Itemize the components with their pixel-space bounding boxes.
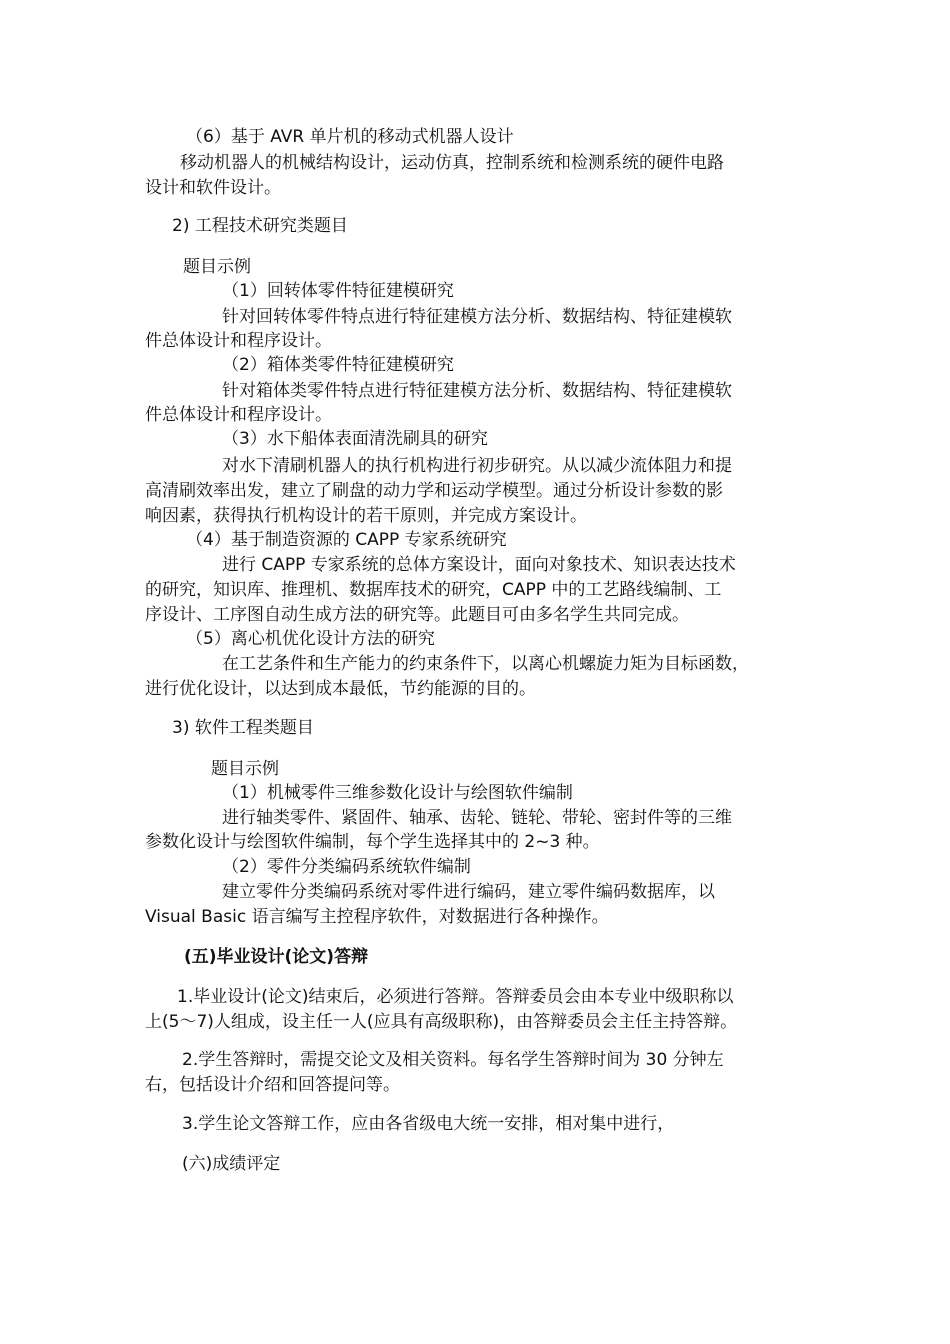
paragraph-line: 2.学生答辩时，需提交论文及相关资料。每名学生答辩时间为 30 分钟左 [182, 1050, 724, 1070]
item-heading: （1）回转体零件特征建模研究 [222, 281, 454, 301]
example-label: 题目示例 [183, 257, 251, 277]
paragraph-line: 的研究，知识库、推理机、数据库技术的研究，CAPP 中的工艺路线编制、工 [145, 580, 722, 600]
paragraph-line: 建立零件分类编码系统对零件进行编码，建立零件编码数据库，以 [222, 882, 715, 902]
paragraph-line: 进行轴类零件、紧固件、轴承、齿轮、链轮、带轮、密封件等的三维 [222, 808, 732, 828]
chapter-heading: (六)成绩评定 [182, 1154, 281, 1174]
paragraph-line: 1.毕业设计(论文)结束后，必须进行答辩。答辩委员会由本专业中级职称以 [177, 987, 734, 1007]
paragraph-line: 3.学生论文答辩工作，应由各省级电大统一安排，相对集中进行， [182, 1114, 675, 1134]
paragraph-line: 序设计、工序图自动生成方法的研究等。此题目可由多名学生共同完成。 [145, 605, 689, 625]
paragraph-line: 件总体设计和程序设计。 [145, 331, 332, 351]
section-heading: 3) 软件工程类题目 [172, 718, 314, 738]
item-heading: （6）基于 AVR 单片机的移动式机器人设计 [186, 127, 514, 147]
paragraph-line: 移动机器人的机械结构设计，运动仿真，控制系统和检测系统的硬件电路 [180, 153, 724, 173]
paragraph-line: 件总体设计和程序设计。 [145, 405, 332, 425]
paragraph-line: 上(5～7)人组成，设主任一人(应具有高级职称)，由答辩委员会主任主持答辩。 [145, 1012, 738, 1032]
paragraph-line: 设计和软件设计。 [145, 178, 281, 198]
paragraph-line: 进行优化设计，以达到成本最低，节约能源的目的。 [145, 679, 536, 699]
paragraph-line: 针对箱体类零件特点进行特征建模方法分析、数据结构、特征建模软 [222, 381, 732, 401]
section-heading: 2) 工程技术研究类题目 [172, 216, 348, 236]
paragraph-line: 参数化设计与绘图软件编制，每个学生选择其中的 2~3 种。 [145, 832, 600, 852]
example-label: 题目示例 [211, 759, 279, 779]
paragraph-line: 右，包括设计介绍和回答提问等。 [145, 1075, 400, 1095]
paragraph-line: Visual Basic 语言编写主控程序软件，对数据进行各种操作。 [145, 907, 609, 927]
item-heading: （5）离心机优化设计方法的研究 [186, 629, 435, 649]
item-heading: （2）零件分类编码系统软件编制 [222, 857, 471, 877]
paragraph-line: 响因素，获得执行机构设计的若干原则，并完成方案设计。 [145, 506, 587, 526]
paragraph-line: 在工艺条件和生产能力的约束条件下，以离心机螺旋力矩为目标函数， [222, 654, 749, 674]
item-heading: （4）基于制造资源的 CAPP 专家系统研究 [186, 530, 507, 550]
item-heading: （3）水下船体表面清洗刷具的研究 [222, 429, 488, 449]
paragraph-line: 针对回转体零件特点进行特征建模方法分析、数据结构、特征建模软 [222, 307, 732, 327]
item-heading: （2）箱体类零件特征建模研究 [222, 355, 454, 375]
item-heading: （1）机械零件三维参数化设计与绘图软件编制 [222, 783, 573, 803]
chapter-heading: (五)毕业设计(论文)答辩 [184, 947, 369, 967]
paragraph-line: 对水下清刷机器人的执行机构进行初步研究。从以减少流体阻力和提 [222, 456, 732, 476]
paragraph-line: 高清刷效率出发，建立了刷盘的动力学和运动学模型。通过分析设计参数的影 [145, 481, 723, 501]
paragraph-line: 进行 CAPP 专家系统的总体方案设计，面向对象技术、知识表达技术 [222, 555, 736, 575]
